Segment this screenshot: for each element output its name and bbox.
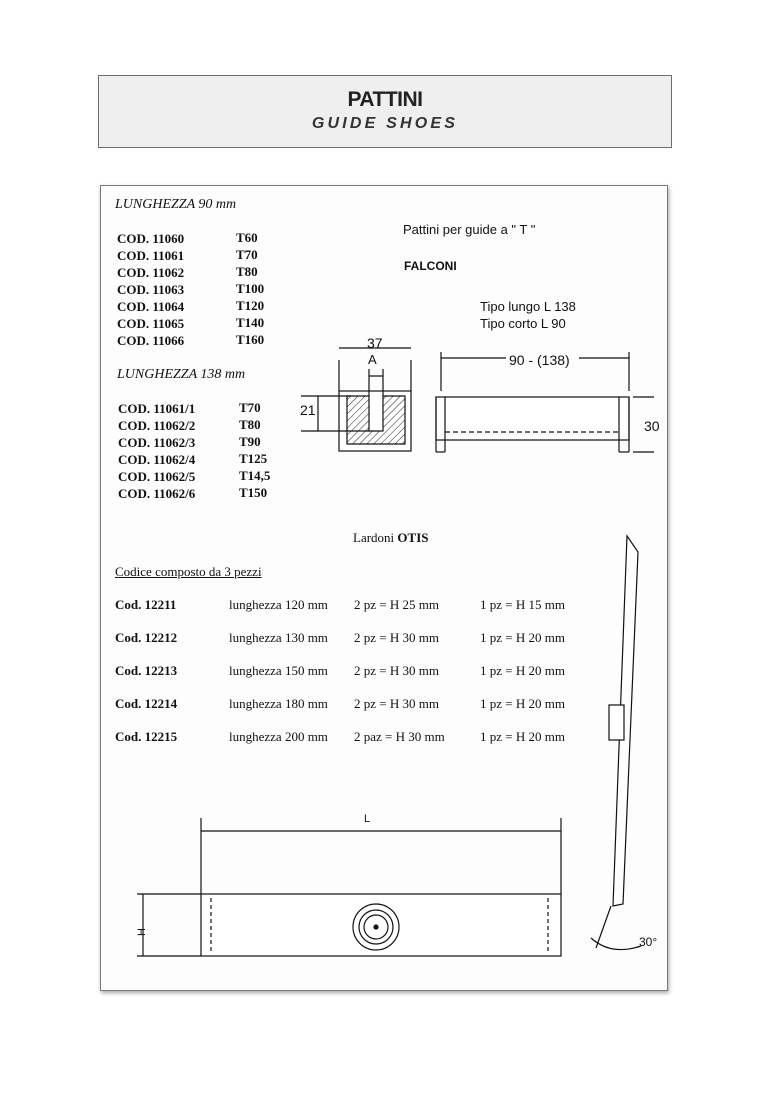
code-11062-4: COD. 11062/4 <box>118 452 196 467</box>
size-11066: T160 <box>236 332 265 347</box>
dim-height-30: 30 <box>644 418 660 434</box>
code-11061: COD. 11061 <box>117 248 185 263</box>
otis-pieces2-12215: 2 paz = H 30 mm <box>354 729 445 744</box>
heading-length-90: LUNGHEZZA 90 mm <box>115 197 237 212</box>
catalog-sheet <box>100 185 668 991</box>
page-title: PATTINI <box>347 88 423 111</box>
size-11062-2: T80 <box>239 417 261 432</box>
size-11062-3: T90 <box>239 434 261 449</box>
otis-title-brand: OTIS <box>397 530 429 545</box>
falconi-side-view <box>436 352 654 452</box>
tipo-lungo: Tipo lungo L 138 <box>480 299 576 314</box>
size-11060: T60 <box>236 230 258 245</box>
otis-length-12213: lunghezza 150 mm <box>229 663 328 678</box>
technical-drawings <box>101 186 669 992</box>
tipo-corto: Tipo corto L 90 <box>480 316 566 331</box>
dim-a: A <box>368 352 377 367</box>
code-11066: COD. 11066 <box>117 333 185 348</box>
code-11065: COD. 11065 <box>117 316 185 331</box>
otis-pieces1-12215: 1 pz = H 20 mm <box>480 729 565 744</box>
size-11061-1: T70 <box>239 400 261 415</box>
otis-dim-length-l: L <box>364 813 371 825</box>
otis-long-piece <box>137 818 561 956</box>
otis-length-12215: lunghezza 200 mm <box>229 729 328 744</box>
otis-pieces2-12214: 2 pz = H 30 mm <box>354 696 439 711</box>
size-11062-4: T125 <box>239 451 268 466</box>
code-11062-2: COD. 11062/2 <box>118 418 196 433</box>
otis-profile-view <box>591 536 641 950</box>
otis-code-12211: Cod. 12211 <box>115 597 177 612</box>
code-11064: COD. 11064 <box>117 299 185 314</box>
otis-angle-30: 30° <box>639 935 658 949</box>
heading-length-138: LUNGHEZZA 138 mm <box>117 367 246 382</box>
otis-pieces2-12211: 2 pz = H 25 mm <box>354 597 439 612</box>
otis-pieces1-12212: 1 pz = H 20 mm <box>480 630 565 645</box>
falconi-cross-section <box>301 348 411 451</box>
falconi-label-title: Pattini per guide a " T " <box>403 222 536 237</box>
header-box <box>98 75 672 148</box>
otis-dim-height-h: H <box>135 928 148 936</box>
dim-width-37: 37 <box>367 335 383 351</box>
otis-subheading: Codice composto da 3 pezzi <box>115 564 262 579</box>
otis-length-12214: lunghezza 180 mm <box>229 696 328 711</box>
size-11062-6: T150 <box>239 485 268 500</box>
size-11065: T140 <box>236 315 265 330</box>
page-subtitle: GUIDE SHOES <box>311 115 459 132</box>
code-11063: COD. 11063 <box>117 282 185 297</box>
otis-pieces1-12213: 1 pz = H 20 mm <box>480 663 565 678</box>
size-11062: T80 <box>236 264 258 279</box>
dim-length-90-138: 90 - (138) <box>509 352 570 368</box>
code-11062-3: COD. 11062/3 <box>118 435 196 450</box>
code-11061-1: COD. 11061/1 <box>118 401 196 416</box>
dim-depth-21: 21 <box>300 402 316 418</box>
size-11064: T120 <box>236 298 265 313</box>
otis-length-12211: lunghezza 120 mm <box>229 597 328 612</box>
otis-title-prefix: Lardoni <box>353 530 398 545</box>
otis-pieces1-12214: 1 pz = H 20 mm <box>480 696 565 711</box>
otis-code-12214: Cod. 12214 <box>115 696 178 711</box>
size-11061: T70 <box>236 247 258 262</box>
otis-code-12215: Cod. 12215 <box>115 729 178 744</box>
size-11063: T100 <box>236 281 265 296</box>
otis-pieces1-12211: 1 pz = H 15 mm <box>480 597 565 612</box>
otis-code-12213: Cod. 12213 <box>115 663 178 678</box>
falconi-brand: FALCONI <box>404 259 457 273</box>
otis-pieces2-12213: 2 pz = H 30 mm <box>354 663 439 678</box>
code-11060: COD. 11060 <box>117 231 185 246</box>
otis-pieces2-12212: 2 pz = H 30 mm <box>354 630 439 645</box>
code-11062-6: COD. 11062/6 <box>118 486 196 501</box>
otis-length-12212: lunghezza 130 mm <box>229 630 328 645</box>
code-11062-5: COD. 11062/5 <box>118 469 196 484</box>
otis-code-12212: Cod. 12212 <box>115 630 178 645</box>
size-11062-5: T14,5 <box>239 468 271 483</box>
code-11062: COD. 11062 <box>117 265 185 280</box>
